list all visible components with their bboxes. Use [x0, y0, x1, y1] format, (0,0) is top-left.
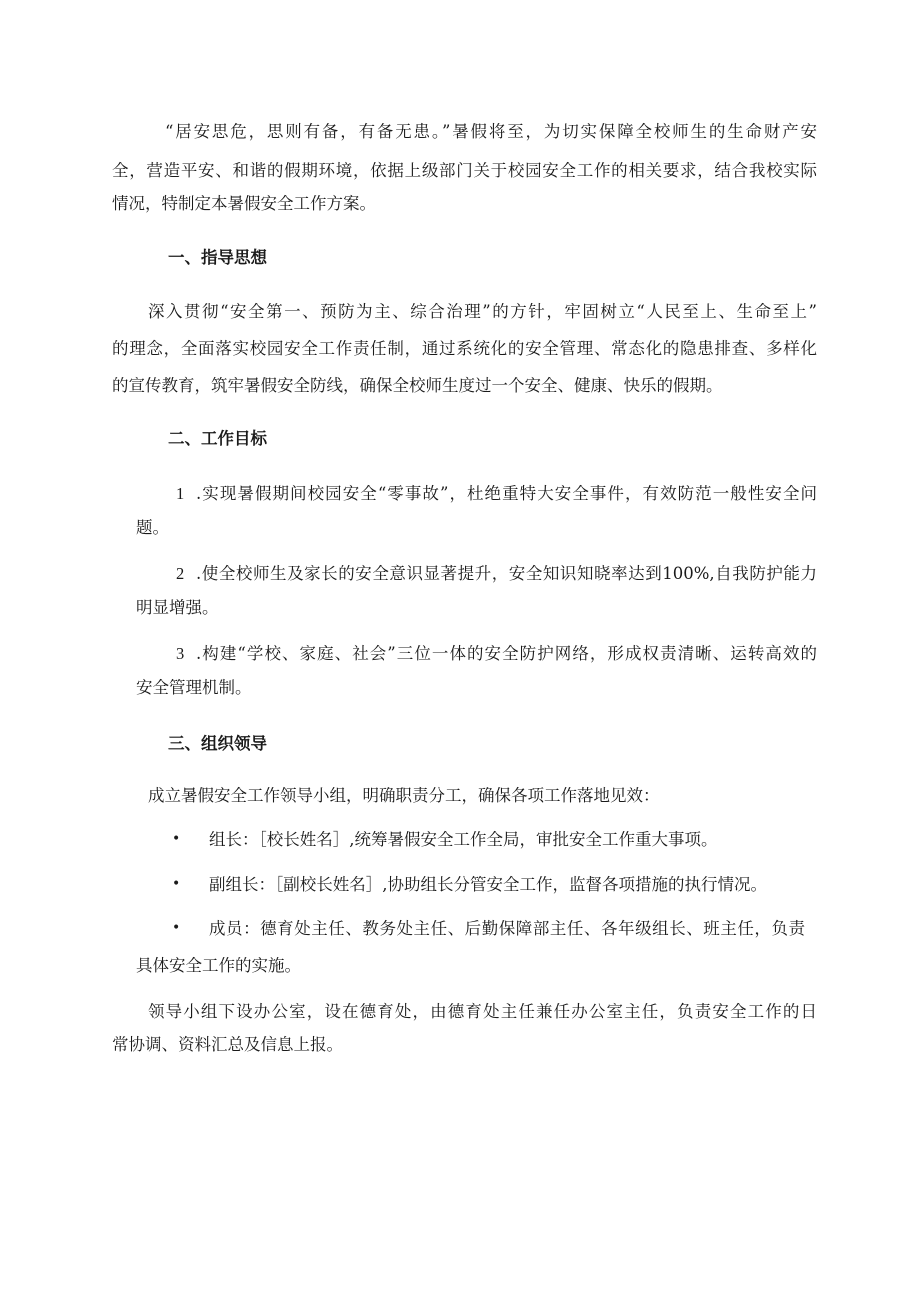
- bullet-icon: •: [172, 920, 181, 936]
- member-members-line-1: 成员：德育处主任、教务处主任、后勤保障部主任、各年级组长、班主任，负责: [209, 919, 805, 938]
- bullet-icon: •: [172, 876, 181, 892]
- goal-2-number: 2: [176, 564, 185, 583]
- goal-3-line-1: .构建“学校、家庭、社会”三位一体的安全防护网络，形成权责清晰、运转高效的: [196, 644, 817, 663]
- section-heading-organization: 三、组织领导: [168, 734, 267, 753]
- section-heading-work-goals: 二、工作目标: [168, 429, 267, 448]
- section3-intro: 成立暑假安全工作领导小组，明确职责分工，确保各项工作落地见效：: [148, 786, 660, 805]
- member-leader: 组长：［校长姓名］,统筹暑假安全工作全局，审批安全工作重大事项。: [209, 830, 718, 849]
- goal-1-line-2: 题。: [136, 518, 169, 537]
- section1-line-1: 深入贯彻“安全第一、预防为主、综合治理”的方针，牢固树立“人民至上、生命至上”: [148, 302, 817, 321]
- intro-line-1: “居安思危，思则有备，有备无患。”暑假将至，为切实保障全校师生的生命财产安: [165, 122, 817, 141]
- section-heading-guiding-ideology: 一、指导思想: [168, 248, 267, 267]
- intro-line-3: 情况，特制定本暑假安全工作方案。: [112, 194, 376, 213]
- member-deputy-leader: 副组长：［副校长姓名］,协助组长分管安全工作，监督各项措施的执行情况。: [209, 875, 767, 894]
- office-line-2: 常协调、资料汇总及信息上报。: [112, 1035, 343, 1054]
- bullet-icon: •: [172, 831, 181, 847]
- section1-line-3: 的宣传教育，筑牢暑假安全防线，确保全校师生度过一个安全、健康、快乐的假期。: [112, 376, 723, 395]
- goal-2-line-1: .使全校师生及家长的安全意识显著提升，安全知识知晓率达到100%,自我防护能力: [196, 564, 817, 583]
- goal-2-line-2: 明显增强。: [136, 598, 219, 617]
- goal-1-line-1: .实现暑假期间校园安全“零事故”，杜绝重特大安全事件，有效防范一般性安全问: [196, 484, 817, 503]
- goal-3-line-2: 安全管理机制。: [136, 678, 252, 697]
- office-line-1: 领导小组下设办公室，设在德育处，由德育处主任兼任办公室主任，负责安全工作的日: [148, 1002, 817, 1021]
- goal-3-number: 3: [176, 644, 185, 663]
- section1-line-2: 的理念，全面落实校园安全工作责任制，通过系统化的安全管理、常态化的隐患排查、多样化: [112, 339, 817, 358]
- intro-line-2: 全，营造平安、和谐的假期环境，依据上级部门关于校园安全工作的相关要求，结合我校实际: [112, 161, 817, 180]
- member-members-line-2: 具体安全工作的实施。: [136, 956, 301, 975]
- goal-1-number: 1: [176, 484, 185, 503]
